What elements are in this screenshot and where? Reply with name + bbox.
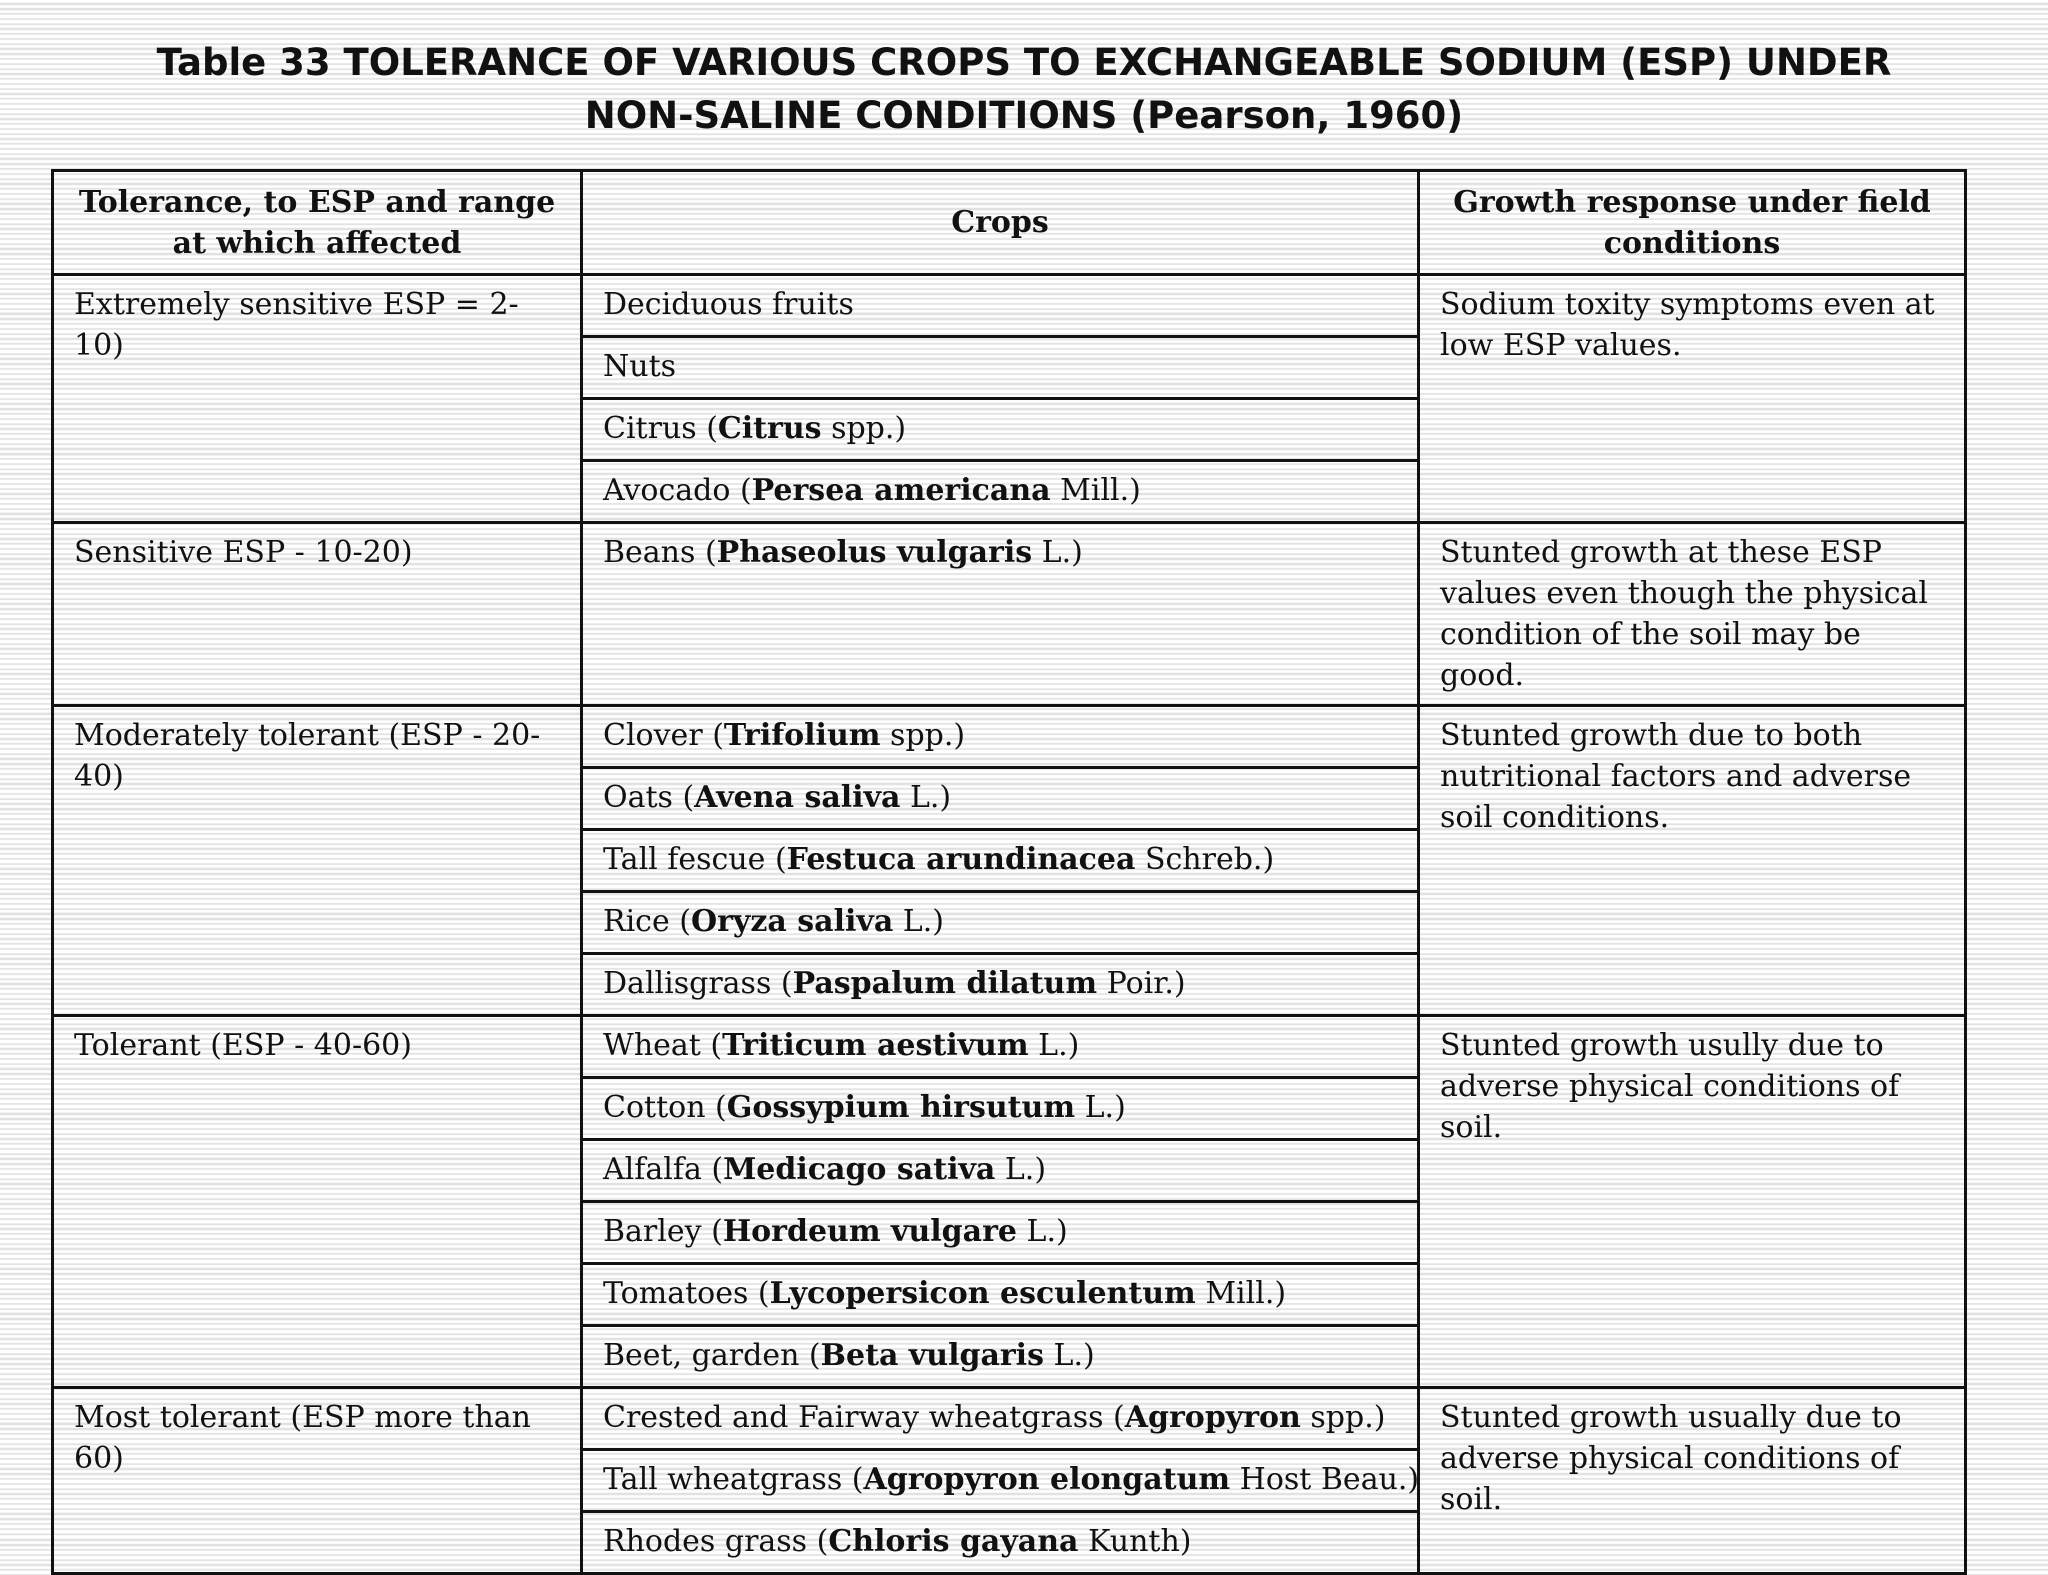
crop-common-name: Deciduous fruits (603, 287, 854, 322)
crop-common-name: Beans ( (603, 535, 717, 570)
header-growth-response: Growth response under field conditions (1419, 171, 1966, 275)
crop-common-name: Rhodes grass ( (603, 1524, 829, 1559)
crop-authority: L.) (1032, 535, 1083, 570)
growth-response-cell: Stunted growth due to both nutritional factors and adverse soil conditions. (1419, 706, 1966, 1016)
header-crops: Crops (582, 171, 1419, 275)
crop-authority: Host Beau.) (1230, 1462, 1420, 1497)
growth-response-cell: Sodium toxity symptoms even at low ESP values. (1419, 275, 1966, 523)
crop-cell (582, 461, 1419, 523)
table-title-line-2: NON-SALINE CONDITIONS (Pearson, 1960) (584, 94, 1464, 137)
crop-scientific-name: Chloris gayana (828, 1524, 1079, 1559)
crop-cell (582, 399, 1419, 461)
crop-common-name: Alfalfa ( (603, 1152, 724, 1187)
growth-response-cell: Stunted growth usually due to adverse physical conditions of soil. (1419, 1388, 1966, 1574)
crop-common-name: Oats ( (603, 780, 695, 815)
crop-common-name: Nuts (603, 349, 677, 384)
crop-cell (582, 1140, 1419, 1202)
table-row (53, 1388, 1966, 1450)
crop-authority: L.) (1028, 1028, 1080, 1063)
tolerance-cell: Most tolerant (ESP more than 60) (53, 1388, 582, 1574)
crop-scientific-name: Gossypium hirsutum (726, 1090, 1076, 1125)
crop-cell (582, 1078, 1419, 1140)
tolerance-cell: Extremely sensitive ESP = 2-10) (53, 275, 582, 523)
table-title-line-1: Table 33 TOLERANCE OF VARIOUS CROPS TO EXCHANGEABLE SODIUM (ESP) UNDER (156, 41, 1892, 84)
crop-authority: spp.) (1300, 1400, 1386, 1435)
crop-authority: Poir.) (1097, 966, 1186, 1001)
crop-common-name: Citrus ( (603, 411, 718, 446)
crop-authority: Mill.) (1050, 473, 1141, 508)
crop-cell (582, 1512, 1419, 1574)
table-title (0, 36, 2048, 142)
crop-authority: L.) (893, 904, 944, 939)
crop-authority: L.) (1016, 1214, 1068, 1249)
crop-cell (582, 954, 1419, 1016)
crop-cell (582, 1016, 1419, 1078)
table-row (53, 275, 1966, 337)
crop-common-name: Tall fescue ( (603, 842, 787, 877)
crop-scientific-name: Medicago sativa (723, 1152, 996, 1187)
crop-scientific-name: Triticum aestivum (722, 1028, 1029, 1063)
crop-scientific-name: Oryza saliva (690, 904, 894, 939)
crop-cell (582, 1202, 1419, 1264)
crop-authority: Kunth) (1078, 1524, 1192, 1559)
table-row (53, 1016, 1966, 1078)
crop-authority: Schreb.) (1135, 842, 1275, 877)
crop-cell (582, 768, 1419, 830)
esp-tolerance-table (51, 169, 1967, 1575)
crop-scientific-name: Agropyron elongatum (863, 1462, 1231, 1497)
crop-scientific-name: Beta vulgaris (820, 1338, 1044, 1373)
crop-scientific-name: Lycopersicon esculentum (769, 1276, 1196, 1311)
crop-cell (582, 1326, 1419, 1388)
table-row (53, 523, 1966, 706)
crop-scientific-name: Agropyron (1124, 1400, 1301, 1435)
crop-authority: spp.) (821, 411, 907, 446)
crop-scientific-name: Persea americana (751, 473, 1051, 508)
crop-common-name: Tall wheatgrass ( (603, 1462, 864, 1497)
crop-cell (582, 337, 1419, 399)
crop-scientific-name: Avena saliva (694, 780, 901, 815)
crop-common-name: Cotton ( (603, 1090, 727, 1125)
crop-cell (582, 1264, 1419, 1326)
tolerance-cell: Moderately tolerant (ESP - 20-40) (53, 706, 582, 1016)
crop-scientific-name: Phaseolus vulgaris (716, 535, 1033, 570)
tolerance-cell: Tolerant (ESP - 40-60) (53, 1016, 582, 1388)
growth-response-cell: Stunted growth usully due to adverse physical conditions of soil. (1419, 1016, 1966, 1388)
crop-common-name: Tomatoes ( (603, 1276, 770, 1311)
crop-cell (582, 892, 1419, 954)
crop-authority: L.) (1043, 1338, 1095, 1373)
crop-authority: L.) (995, 1152, 1047, 1187)
crop-common-name: Wheat ( (603, 1028, 723, 1063)
crop-common-name: Barley ( (603, 1214, 723, 1249)
crop-common-name: Dallisgrass ( (603, 966, 793, 1001)
header-row (53, 171, 1966, 275)
crop-cell (582, 830, 1419, 892)
crop-scientific-name: Festuca arundinacea (786, 842, 1136, 877)
growth-response-cell: Stunted growth at these ESP values even though the physical condition of the soil may be good. (1419, 523, 1966, 706)
crop-common-name: Crested and Fairway wheatgrass ( (603, 1400, 1125, 1435)
crop-authority: L.) (1075, 1090, 1126, 1125)
crop-common-name: Clover ( (603, 718, 724, 753)
crop-scientific-name: Hordeum vulgare (722, 1214, 1017, 1249)
crop-common-name: Beet, garden ( (603, 1338, 821, 1373)
crop-common-name: Rice ( (603, 904, 691, 939)
crop-cell (582, 706, 1419, 768)
header-tolerance: Tolerance, to ESP and range at which affected (53, 171, 582, 275)
crop-scientific-name: Paspalum dilatum (792, 966, 1098, 1001)
table-row (53, 706, 1966, 768)
crop-scientific-name: Trifolium (723, 718, 881, 753)
crop-cell (582, 1388, 1419, 1450)
crop-cell (582, 523, 1419, 706)
crop-authority: Mill.) (1195, 1276, 1287, 1311)
crop-common-name: Avocado ( (603, 473, 752, 508)
crop-authority: L.) (900, 780, 952, 815)
crop-authority: spp.) (880, 718, 966, 753)
crop-cell (582, 1450, 1419, 1512)
tolerance-cell: Sensitive ESP - 10-20) (53, 523, 582, 706)
table-body (53, 275, 1966, 1574)
crop-scientific-name: Citrus (717, 411, 822, 446)
crop-cell (582, 275, 1419, 337)
